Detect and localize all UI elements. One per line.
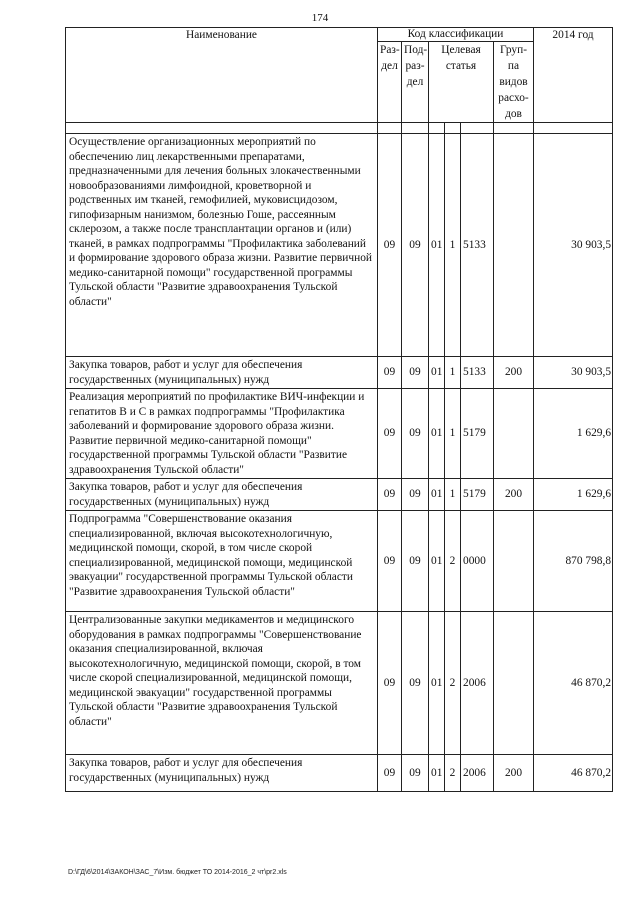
- row-podrazdel: 09: [402, 389, 429, 479]
- row-value: 30 903,5: [534, 357, 613, 389]
- header-razdel: Раз-дел: [378, 42, 402, 123]
- header-name: Наименование: [66, 28, 378, 123]
- row-value: 46 870,2: [534, 612, 613, 755]
- row-name: Закупка товаров, работ и услуг для обеспечения государственных (муниципальных) нужд: [66, 755, 378, 792]
- row-podrazdel: 09: [402, 134, 429, 357]
- page-number: 174: [311, 12, 329, 24]
- row-razdel: 09: [378, 479, 402, 511]
- row-celevaya-1: 01: [429, 389, 445, 479]
- row-celevaya-3: 5133: [461, 357, 494, 389]
- row-celevaya-2: 2: [445, 755, 461, 792]
- row-podrazdel: 09: [402, 755, 429, 792]
- row-razdel: 09: [378, 511, 402, 612]
- file-path-footer: D:\ГД\6\2014\ЗАКОН\ЗАС_7\Изм. бюджет ТО 2014-2016_2 чт\pr2.xls: [68, 869, 287, 876]
- row-podrazdel: 09: [402, 479, 429, 511]
- row-celevaya-2: 2: [445, 511, 461, 612]
- row-value: 1 629,6: [534, 389, 613, 479]
- row-celevaya-2: 1: [445, 479, 461, 511]
- row-celevaya-3: 5179: [461, 479, 494, 511]
- row-value: 46 870,2: [534, 755, 613, 792]
- row-razdel: 09: [378, 357, 402, 389]
- row-celevaya-3: 5133: [461, 134, 494, 357]
- row-name: Подпрограмма "Совершенствование оказания специализированной, включая высокотехнологичную, медицинской помощи, скорой, в том числе скорой специализированной, медицинской помощи, медицинской эвакуации" государственной программы Тульской области "Развитие здравоохранения Тульской области": [66, 511, 378, 612]
- table-row: [66, 389, 613, 479]
- row-value: 30 903,5: [534, 134, 613, 357]
- table-row: [66, 755, 613, 792]
- row-name: Централизованные закупки медикаментов и медицинского оборудования в рамках подпрограммы "Совершенствование оказания специализированной, включая высокотехнологичную, медицинской помощи, скорой, в том числе скорой специализированной, медицинской помощи, медицинской эвакуации" государственной программы Тульской области "Развитие здравоохранения Тульской области": [66, 612, 378, 755]
- row-name: Закупка товаров, работ и услуг для обеспечения государственных (муниципальных) нужд: [66, 357, 378, 389]
- row-celevaya-2: 1: [445, 357, 461, 389]
- table-row: [66, 357, 613, 389]
- header-row: [66, 28, 613, 42]
- row-celevaya-1: 01: [429, 612, 445, 755]
- row-name: Реализация мероприятий по профилактике ВИЧ-инфекции и гепатитов В и С в рамках подпрограммы "Профилактика заболеваний и формирование здорового образа жизни. Развитие первичной медико-санитарной помощи" государственной программы Тульской области "Развитие здравоохранения Тульской области": [66, 389, 378, 479]
- row-gruppa: [494, 511, 534, 612]
- row-celevaya-3: 2006: [461, 755, 494, 792]
- row-razdel: 09: [378, 389, 402, 479]
- budget-table: [65, 27, 613, 792]
- row-razdel: 09: [378, 755, 402, 792]
- row-podrazdel: 09: [402, 612, 429, 755]
- row-celevaya-3: 5179: [461, 389, 494, 479]
- row-gruppa: [494, 389, 534, 479]
- row-celevaya-1: 01: [429, 755, 445, 792]
- row-celevaya-3: 0000: [461, 511, 494, 612]
- table-row: [66, 134, 613, 357]
- row-celevaya-3: 2006: [461, 612, 494, 755]
- header-code: Код классификации: [378, 28, 534, 42]
- row-value: 870 798,8: [534, 511, 613, 612]
- row-gruppa: 200: [494, 479, 534, 511]
- row-name: Осуществление организационных мероприятий по обеспечению лиц лекарственными препаратами, предназначенными для лечения больных злокачественными новообразованиями лимфоидной, кроветворной и родственных им тканей, гемофилией, муковисцидозом, гипофизарным нанизмом, болезнью Гоше, рассеянным склерозом, а также после трансплантации органов и (или) тканей, в рамках подпрограммы "Профилактика заболеваний и формирование здорового образа жизни. Развитие первичной медико-санитарной помощи" государственной программы Тульской области "Развитие здравоохранения Тульской области": [66, 134, 378, 357]
- row-podrazdel: 09: [402, 511, 429, 612]
- row-podrazdel: 09: [402, 357, 429, 389]
- row-celevaya-2: 1: [445, 134, 461, 357]
- row-celevaya-1: 01: [429, 357, 445, 389]
- row-celevaya-2: 2: [445, 612, 461, 755]
- table-row: [66, 511, 613, 612]
- header-celevaya: Целевая статья: [429, 42, 494, 123]
- row-name: Закупка товаров, работ и услуг для обеспечения государственных (муниципальных) нужд: [66, 479, 378, 511]
- row-value: 1 629,6: [534, 479, 613, 511]
- row-razdel: 09: [378, 134, 402, 357]
- header-podrazdel: Под-раз-дел: [402, 42, 429, 123]
- header-year: 2014 год: [534, 28, 613, 123]
- row-celevaya-1: 01: [429, 134, 445, 357]
- row-celevaya-2: 1: [445, 389, 461, 479]
- header-gruppa: Груп-па видов расхо-дов: [494, 42, 534, 123]
- spacer-row: [66, 123, 613, 134]
- row-celevaya-1: 01: [429, 511, 445, 612]
- row-gruppa: 200: [494, 357, 534, 389]
- row-gruppa: [494, 612, 534, 755]
- table-row: [66, 612, 613, 755]
- row-gruppa: [494, 134, 534, 357]
- row-razdel: 09: [378, 612, 402, 755]
- row-gruppa: 200: [494, 755, 534, 792]
- row-celevaya-1: 01: [429, 479, 445, 511]
- table-row: [66, 479, 613, 511]
